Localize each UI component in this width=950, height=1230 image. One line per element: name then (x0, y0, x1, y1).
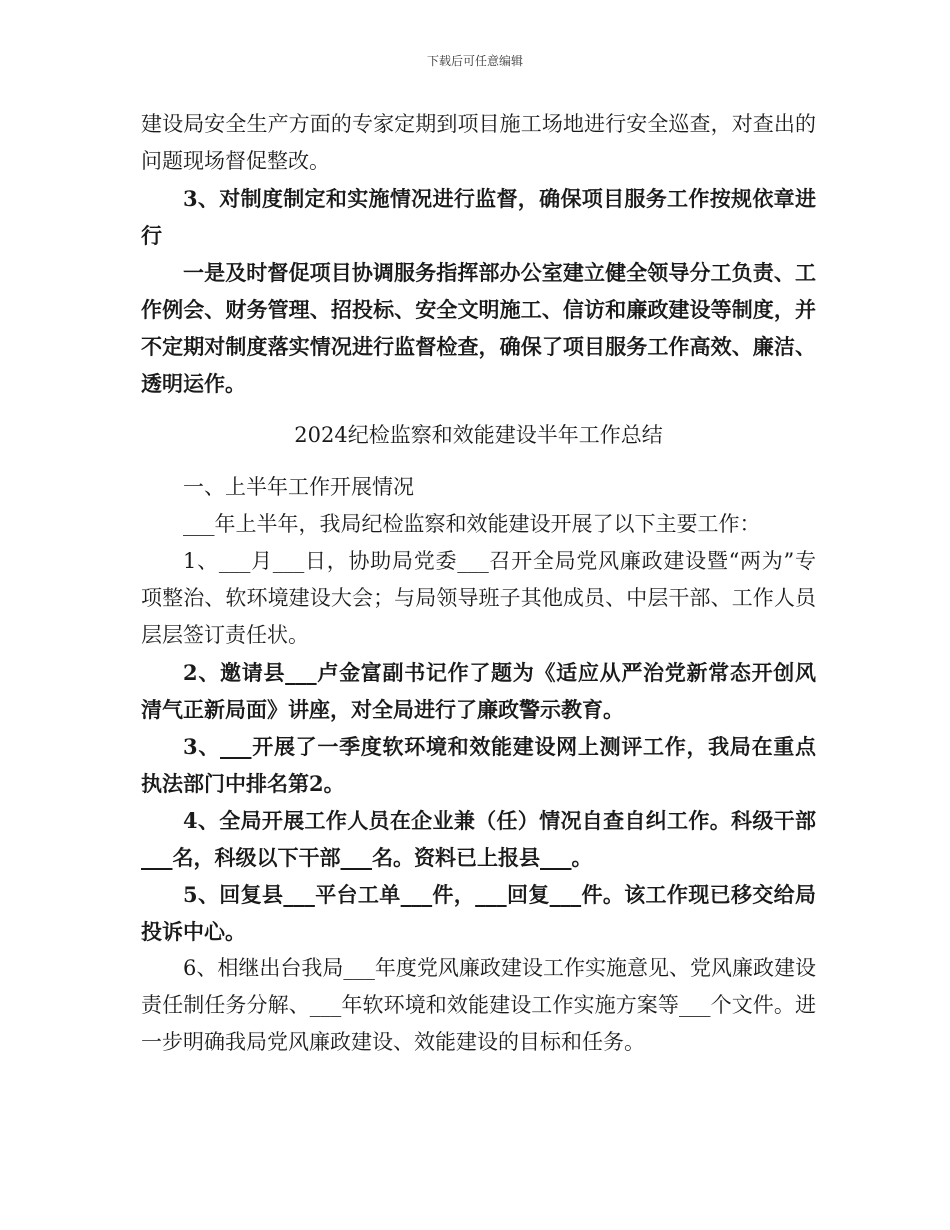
section-heading-1: 一、上半年工作开展情况 (183, 475, 414, 499)
article-title: 2024纪检监察和效能建设半年工作总结 (294, 423, 663, 447)
page-header-note: 下载后可任意编辑 (426, 54, 523, 68)
work-item-1: 1、___月___日，协助局党委___召开全局党风廉政建设暨“两为”专项整治、软环境建设大会；与局领导班子其他成员、中层干部、工作人员层层签订责任状。 (141, 549, 816, 647)
work-item-6: 6、相继出台我局___年度党风廉政建设工作实施意见、党风廉政建设责任制任务分解、___年软环境和效能建设工作实施方案等___个文件。进一步明确我局党风廉政建设、效能建设的目标和任务。 (141, 956, 816, 1054)
paragraph-item-3-heading: 3、对制度制定和实施情况进行监督，确保项目服务工作按规依章进行 (141, 186, 816, 248)
section-intro: ___年上半年，我局纪检监察和效能建设开展了以下主要工作： (183, 512, 761, 536)
work-item-3: 3、___开展了一季度软环境和效能建设网上测评工作，我局在重点执法部门中排名第2。 (141, 734, 816, 796)
work-item-5: 5、回复县___平台工单___件，___回复___件。该工作现已移交给局投诉中心。 (141, 882, 816, 944)
work-item-4: 4、全局开展工作人员在企业兼（任）情况自查自纠工作。科级干部___名，科级以下干部___名。资料已上报县___。 (141, 808, 816, 870)
work-item-2: 2、邀请县___卢金富副书记作了题为《适应从严治党新常态开创风清气正新局面》讲座，对全局进行了廉政警示教育。 (141, 660, 816, 722)
paragraph-item-3-body: 一是及时督促项目协调服务指挥部办公室建立健全领导分工负责、工作例会、财务管理、招投标、安全文明施工、信访和廉政建设等制度，并不定期对制度落实情况进行监督检查，确保了项目服务工作高效、廉洁、透明运作。 (141, 260, 816, 396)
paragraph-continuation: 建设局安全生产方面的专家定期到项目施工场地进行安全巡查，对查出的问题现场督促整改。 (141, 112, 816, 173)
document-body (141, 106, 816, 1061)
